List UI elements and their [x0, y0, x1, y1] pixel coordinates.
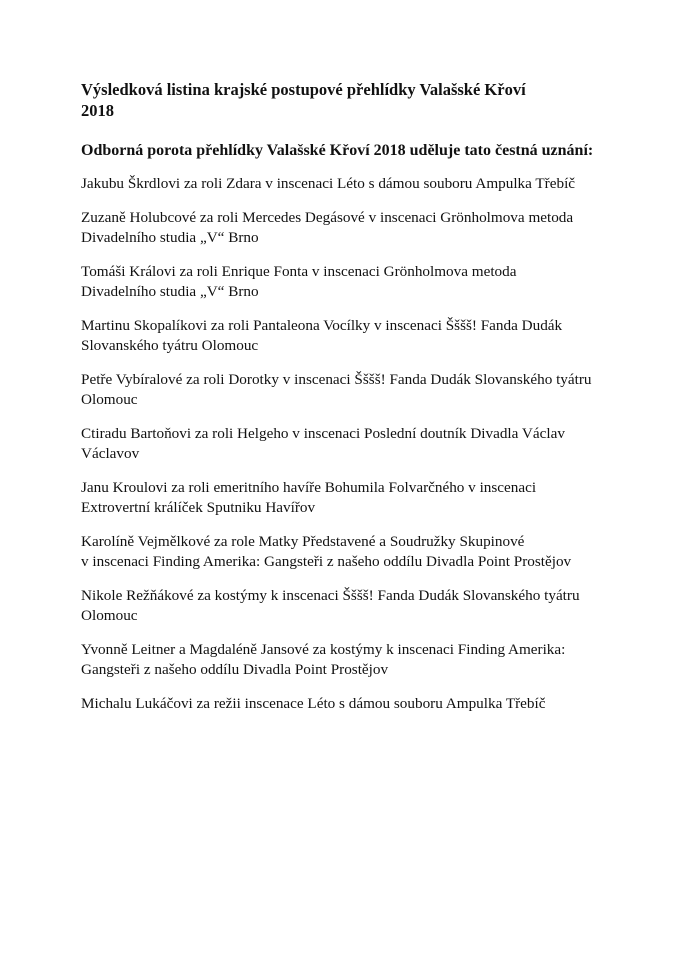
award-line: Nikole Režňákové za kostýmy k inscenaci Šššš! Fanda Dudák Slovanského tyátru — [81, 587, 580, 604]
award-entry — [81, 208, 621, 248]
award-line: Janu Kroulovi za roli emeritního havíře Bohumila Folvarčného v inscenaci — [81, 479, 537, 496]
award-line: Yvonně Leitner a Magdaléně Jansové za kostýmy k inscenaci Finding Amerika: — [81, 641, 566, 658]
award-line: Divadelního studia „V“ Brno — [81, 229, 259, 246]
document-title — [81, 79, 621, 121]
award-line: Petře Vybíralové za roli Dorotky v inscenaci Šššš! Fanda Dudák Slovanského tyátru — [81, 371, 592, 388]
jury-statement: Odborná porota přehlídky Valašské Křoví 2018 uděluje tato čestná uznání: — [81, 142, 594, 159]
award-line: Martinu Skopalíkovi za roli Pantaleona Vocílky v inscenaci Šššš! Fanda Dudák — [81, 317, 563, 334]
award-entry — [81, 478, 621, 518]
award-line: Karolíně Vejmělkové za role Matky Představené a Soudružky Skupinové — [81, 533, 525, 550]
award-line: Olomouc — [81, 391, 138, 408]
award-entry — [81, 586, 621, 626]
award-line: Olomouc — [81, 607, 138, 624]
award-entry — [81, 174, 621, 194]
award-line: Jakubu Škrdlovi za roli Zdara v inscenaci Léto s dámou souboru Ampulka Třebíč — [81, 175, 576, 192]
document-content — [81, 79, 621, 714]
award-line: v inscenaci Finding Amerika: Gangsteři z našeho oddílu Divadla Point Prostějov — [81, 553, 572, 570]
award-line: Ctiradu Bartoňovi za roli Helgeho v inscenaci Poslední doutník Divadla Václav — [81, 425, 565, 442]
award-entry — [81, 424, 621, 464]
award-line: Gangsteři z našeho oddílu Divadla Point Prostějov — [81, 661, 389, 678]
title-line: Výsledková listina krajské postupové přehlídky Valašské Křoví — [81, 80, 526, 99]
award-entry — [81, 370, 621, 410]
award-line: Zuzaně Holubcové za roli Mercedes Degásové v inscenaci Grönholmova metoda — [81, 209, 574, 226]
award-entry — [81, 316, 621, 356]
award-line: Slovanského tyátru Olomouc — [81, 337, 259, 354]
award-entry — [81, 532, 621, 572]
award-entry — [81, 262, 621, 302]
award-entry — [81, 694, 621, 714]
award-entry — [81, 640, 621, 680]
award-line: Tomáši Královi za roli Enrique Fonta v inscenaci Grönholmova metoda — [81, 263, 517, 280]
title-line: 2018 — [81, 101, 114, 120]
award-line: Divadelního studia „V“ Brno — [81, 283, 259, 300]
award-line: Michalu Lukáčovi za režii inscenace Léto s dámou souboru Ampulka Třebíč — [81, 695, 546, 712]
award-line: Václavov — [81, 445, 140, 462]
award-line: Extrovertní králíček Sputniku Havířov — [81, 499, 316, 516]
